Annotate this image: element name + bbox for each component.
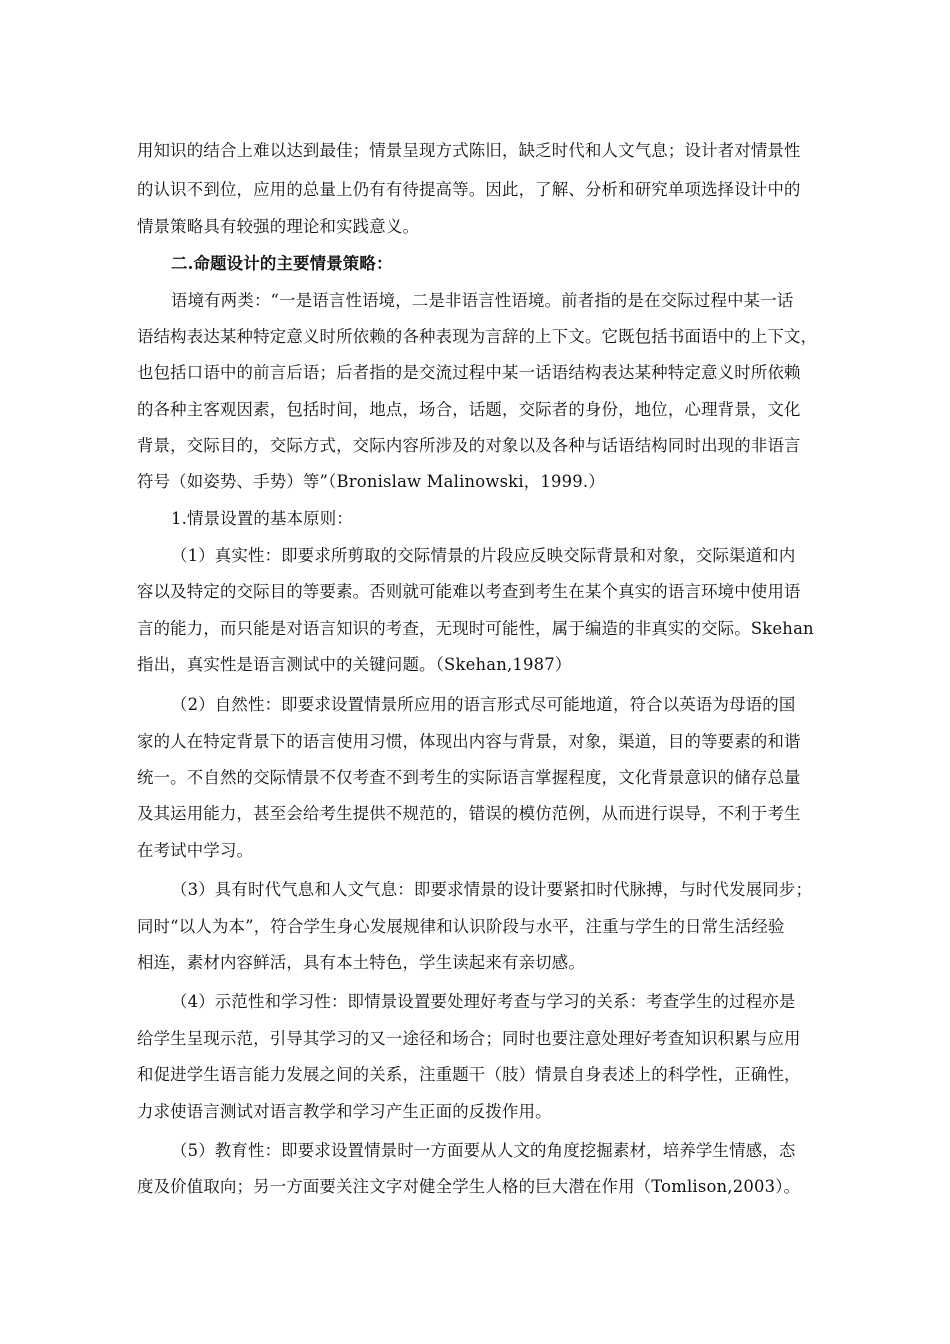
paragraph-line: 相连，素材内容鲜活，具有本土特色，学生读起来有亲切感。 xyxy=(137,953,585,972)
paragraph-line: 和促进学生语言能力发展之间的关系，注重题干（肢）情景自身表述上的科学性，正确性， xyxy=(137,1065,801,1084)
paragraph-line: 情景策略具有较强的理论和实践意义。 xyxy=(137,217,420,236)
paragraph-line: 家的人在特定背景下的语言使用习惯，体现出内容与背景，对象，渠道，目的等要素的和谐 xyxy=(137,732,801,751)
paragraph-line: 给学生呈现示范，引导其学习的又一途径和场合；同时也要注意处理好考查知识积累与应用 xyxy=(137,1029,801,1048)
paragraph-line: 语境有两类：“一是语言性语境，二是非语言性语境。前者指的是在交际过程中某一话 xyxy=(171,291,794,310)
paragraph-line: 背景，交际目的，交际方式，交际内容所涉及的对象以及各种与话语结构同时出现的非语言 xyxy=(137,436,801,455)
paragraph-line: 及其运用能力，甚至会给考生提供不规范的，错误的模仿范例，从而进行误导，不利于考生 xyxy=(137,804,801,823)
paragraph-line: （1）真实性：即要求所剪取的交际情景的片段应反映交际背景和对象，交际渠道和内 xyxy=(171,546,796,565)
paragraph-line: 的认识不到位，应用的总量上仍有有待提高等。因此，了解、分析和研究单项选择设计中的 xyxy=(137,180,801,199)
paragraph-line: 力求使语言测试对语言教学和学习产生正面的反拨作用。 xyxy=(137,1102,552,1121)
paragraph-line: 语结构表达某种特定意义时所依赖的各种表现为言辞的上下文。它既包括书面语中的上下文， xyxy=(137,327,818,346)
paragraph-line: 度及价值取向；另一方面要关注文字对健全学生人格的巨大潜在作用（Tomlison,2003）。 xyxy=(137,1177,801,1196)
paragraph-line: （4）示范性和学习性：即情景设置要处理好考查与学习的关系：考查学生的过程亦是 xyxy=(171,992,796,1011)
subsection-heading: 1.情景设置的基本原则： xyxy=(171,509,353,528)
paragraph-line: （2）自然性：即要求设置情景所应用的语言形式尽可能地道，符合以英语为母语的国 xyxy=(171,695,796,714)
paragraph-line: 符号（如姿势、手势）等”（Bronislaw Malinowski，1999.） xyxy=(137,472,605,491)
paragraph-line: 指出，真实性是语言测试中的关键问题。（Skehan,1987） xyxy=(137,655,572,674)
paragraph-line: 同时“以人为本”，符合学生身心发展规律和认识阶段与水平，注重与学生的日常生活经验 xyxy=(137,917,785,936)
paragraph-line: （5）教育性：即要求设置情景时一方面要从人文的角度挖掘素材，培养学生情感，态 xyxy=(171,1141,796,1160)
paragraph-line: 统一。不自然的交际情景不仅考查不到考生的实际语言掌握程度，文化背景意识的储存总量 xyxy=(137,768,801,787)
paragraph-line: 也包括口语中的前言后语；后者指的是交流过程中某一话语结构表达某种特定意义时所依赖 xyxy=(137,363,801,382)
section-heading: 二.命题设计的主要情景策略： xyxy=(171,254,393,273)
paragraph-line: （3）具有时代气息和人文气息：即要求情景的设计要紧扣时代脉搏，与时代发展同步； xyxy=(171,880,813,899)
paragraph-line: 在考试中学习。 xyxy=(137,841,254,860)
paragraph-line: 容以及特定的交际目的等要素。否则就可能难以考查到考生在某个真实的语言环境中使用语 xyxy=(137,582,801,601)
paragraph-line: 的各种主客观因素，包括时间，地点，场合，话题，交际者的身份，地位，心理背景，文化 xyxy=(137,400,801,419)
paragraph-line: 言的能力，而只能是对语言知识的考查，无现时可能性，属于编造的非真实的交际。Skehan xyxy=(137,619,814,638)
paragraph-line: 用知识的结合上难以达到最佳；情景呈现方式陈旧，缺乏时代和人文气息；设计者对情景性 xyxy=(137,141,801,160)
